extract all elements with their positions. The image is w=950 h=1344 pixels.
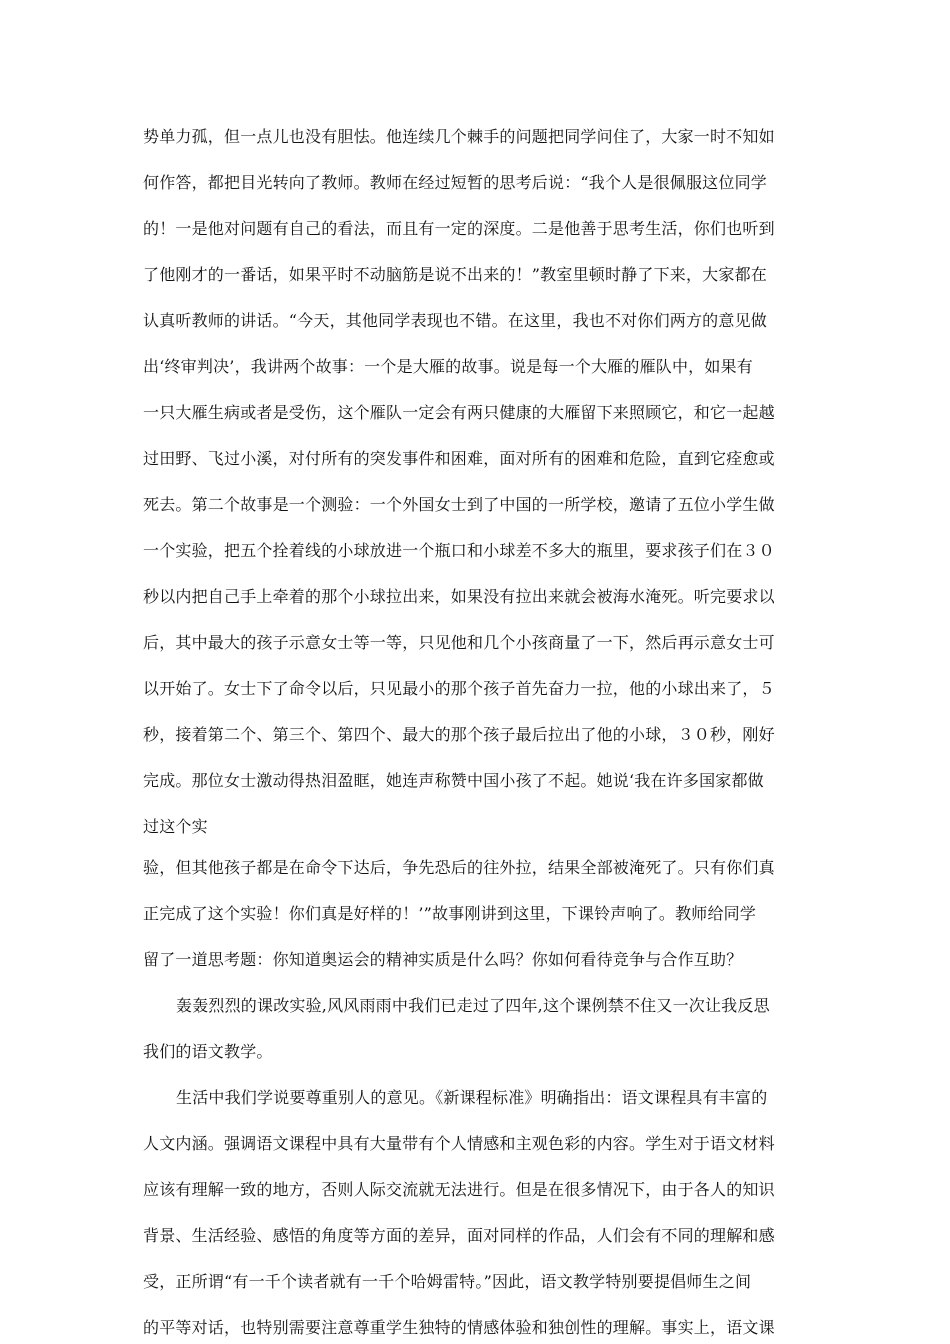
text-line: 受，正所谓“有一千个读者就有一千个哈姆雷特。”因此，语文教学特别要提倡师生之间	[143, 1272, 752, 1291]
text-line: 正完成了这个实验！你们真是好样的！’”故事刚讲到这里，下课铃声响了。教师给同学	[143, 904, 757, 923]
text-line: 势单力孤，但一点儿也没有胆怯。他连续几个棘手的问题把同学问住了，大家一时不知如	[143, 127, 775, 146]
text-line: 一个实验，把五个拴着线的小球放进一个瓶口和小球差不多大的瓶里，要求孩子们在３０	[143, 541, 775, 560]
text-line: 一只大雁生病或者是受伤，这个雁队一定会有两只健康的大雁留下来照顾它，和它一起越	[143, 403, 775, 422]
text-line: 的平等对话，也特别需要注意尊重学生独特的情感体验和独创性的理解。事实上，语文课	[143, 1318, 775, 1337]
text-line: 死去。第二个故事是一个测验：一个外国女士到了中国的一所学校，邀请了五位小学生做	[143, 495, 775, 514]
text-line: 以开始了。女士下了命令以后，只见最小的那个孩子首先奋力一拉，他的小球出来了，５	[143, 679, 775, 698]
text-line: 认真听教师的讲话。“今天，其他同学表现也不错。在这里，我也不对你们两方的意见做	[143, 311, 767, 330]
text-line: 完成。那位女士激动得热泪盈眶，她连声称赞中国小孩了不起。她说‘我在许多国家都做	[143, 771, 764, 790]
text-line: 应该有理解一致的地方，否则人际交流就无法进行。但是在很多情况下，由于各人的知识	[143, 1180, 775, 1199]
text-line: 我们的语文教学。	[143, 1042, 273, 1061]
paragraph-first-line: 轰轰烈烈的课改实验,风风雨雨中我们已走过了四年,这个课例禁不住又一次让我反思	[176, 996, 770, 1015]
text-line: 秒以内把自己手上牵着的那个小球拉出来，如果没有拉出来就会被海水淹死。听完要求以	[143, 587, 775, 606]
paragraph-first-line: 生活中我们学说要尊重别人的意见。《新课程标准》明确指出：语文课程具有丰富的	[176, 1088, 768, 1107]
text-line: 出‘终审判决’，我讲两个故事：一个是大雁的故事。说是每一个大雁的雁队中，如果有	[143, 357, 753, 376]
text-line: 了他刚才的一番话，如果平时不动脑筋是说不出来的！”教室里顿时静了下来，大家都在	[143, 265, 767, 284]
text-line: 何作答，都把目光转向了教师。教师在经过短暂的思考后说：“我个人是很佩服这位同学	[143, 173, 767, 192]
text-line: 后，其中最大的孩子示意女士等一等，只见他和几个小孩商量了一下，然后再示意女士可	[143, 633, 775, 652]
text-line: 留了一道思考题：你知道奥运会的精神实质是什么吗？你如何看待竞争与合作互助？	[143, 950, 743, 969]
text-line: 秒，接着第二个、第三个、第四个、最大的那个孩子最后拉出了他的小球，３０秒，刚好	[143, 725, 775, 744]
text-line: 背景、生活经验、感悟的角度等方面的差异，面对同样的作品，人们会有不同的理解和感	[143, 1226, 775, 1245]
text-line: 过这个实	[143, 817, 208, 836]
text-line: 人文内涵。强调语文课程中具有大量带有个人情感和主观色彩的内容。学生对于语文材料	[143, 1134, 775, 1153]
text-line: 的！一是他对问题有自己的看法，而且有一定的深度。二是他善于思考生活，你们也听到	[143, 219, 775, 238]
text-line: 验，但其他孩子都是在命令下达后，争先恐后的往外拉，结果全部被淹死了。只有你们真	[143, 858, 775, 877]
text-line: 过田野、飞过小溪，对付所有的突发事件和困难，面对所有的困难和危险，直到它痊愈或	[143, 449, 775, 468]
